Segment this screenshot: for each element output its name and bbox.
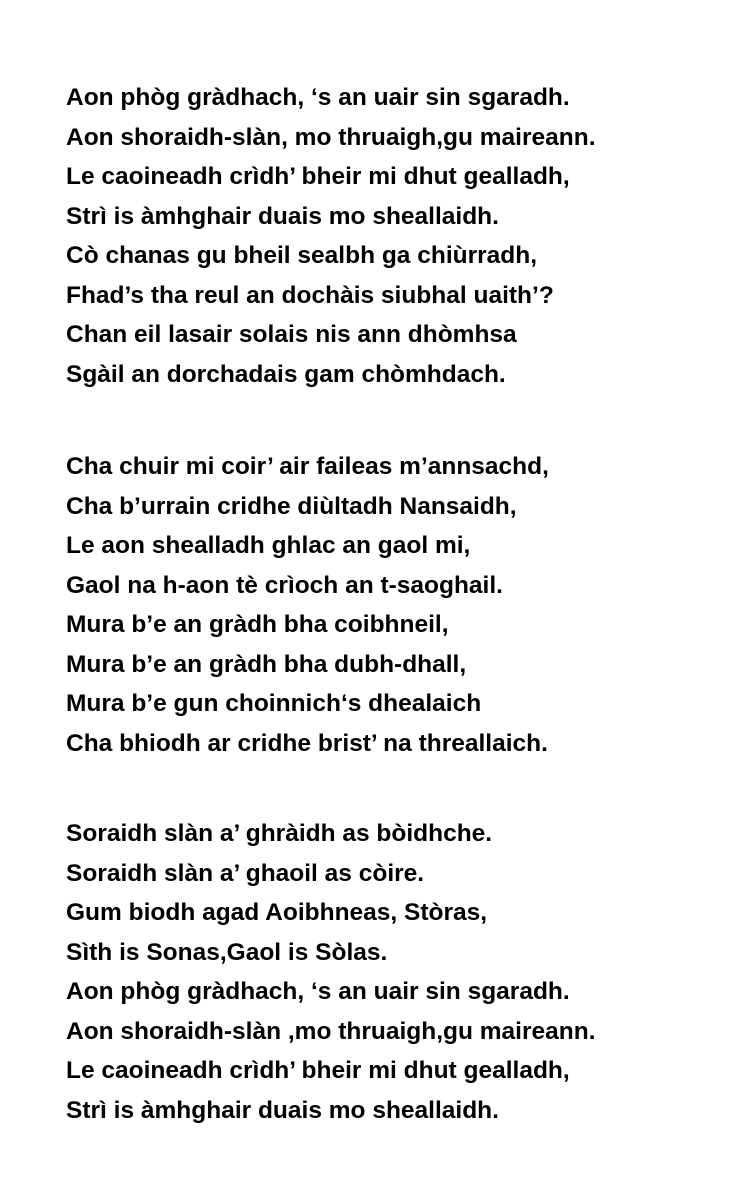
- poem-line: Aon phòg gràdhach, ‘s an uair sin sgaradh.: [66, 978, 570, 1005]
- poem-line: Mura b’e an gràdh bha coibhneil,: [66, 611, 449, 638]
- stanza-3: [66, 814, 726, 1130]
- poem-line: Chan eil lasair solais nis ann dhòmhsa: [66, 321, 517, 348]
- poem-line: Mura b’e an gràdh bha dubh-dhall,: [66, 650, 467, 678]
- poem-line: Cha bhiodh ar cridhe brist’ na threallaich.: [66, 729, 548, 757]
- poem-line: Soraidh slàn a’ ghràidh as bòidhche.: [66, 820, 493, 847]
- stanza-2: [66, 447, 726, 763]
- poem-line: Cò chanas gu bheil sealbh ga chiùrradh,: [66, 242, 538, 269]
- poem-line: Strì is àmhghair duais mo sheallaidh.: [66, 202, 499, 230]
- stanza-1: [66, 78, 726, 394]
- poem-line: Aon shoraidh-slàn, mo thruaigh,gu maireann.: [66, 123, 596, 151]
- poem-line: Mura b’e gun choinnich‘s dhealaich: [66, 690, 482, 717]
- poem-line: Cha chuir mi coir’ air faileas m’annsachd,: [66, 453, 549, 480]
- poem-line: Strì is àmhghair duais mo sheallaidh.: [66, 1096, 499, 1124]
- poem-line: Sgàil an dorchadais gam chòmhdach.: [66, 360, 506, 388]
- poem-line: Gum biodh agad Aoibhneas, Stòras,: [66, 899, 488, 926]
- poem-line: Le caoineadh crìdh’ bheir mi dhut gealladh,: [66, 163, 570, 190]
- poem-line: Aon shoraidh-slàn ,mo thruaigh,gu maireann.: [66, 1017, 596, 1045]
- poem-line: Cha b’urrain cridhe diùltadh Nansaidh,: [66, 492, 517, 520]
- poem-line: Gaol na h-aon tè crìoch an t-saoghail.: [66, 571, 503, 599]
- poem-line: Sìth is Sonas,Gaol is Sòlas.: [66, 938, 388, 966]
- poem-line: Le caoineadh crìdh’ bheir mi dhut gealladh,: [66, 1057, 570, 1084]
- poem-line: Soraidh slàn a’ ghaoil as còire.: [66, 859, 425, 887]
- poem-line: Le aon shealladh ghlac an gaol mi,: [66, 532, 471, 559]
- poem-line: Fhad’s tha reul an dochàis siubhal uaith’?: [66, 281, 554, 309]
- poem-line: Aon phòg gràdhach, ‘s an uair sin sgaradh.: [66, 84, 570, 111]
